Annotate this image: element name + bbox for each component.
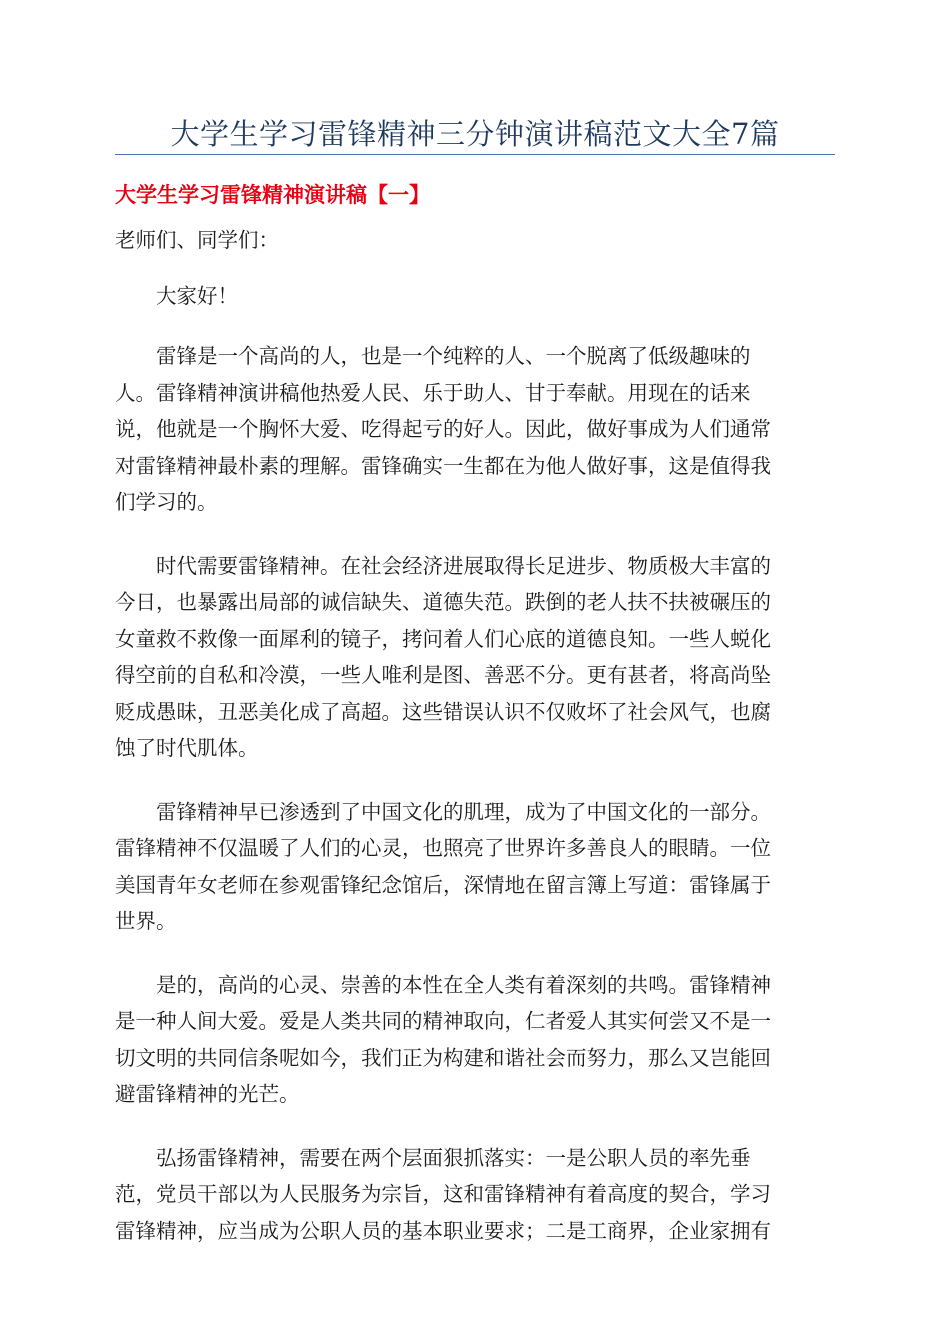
paragraph-1 xyxy=(115,338,835,521)
paragraph-line: 范，党员干部以为人民服务为宗旨，这和雷锋精神有着高度的契合，学习 xyxy=(115,1182,771,1206)
document-title: 大学生学习雷锋精神三分钟演讲稿范文大全7篇 xyxy=(170,117,780,151)
paragraph-line: 雷锋精神早已渗透到了中国文化的肌理，成为了中国文化的一部分。 xyxy=(156,799,771,824)
greeting: 大家好！ xyxy=(156,284,238,308)
paragraph-line: 弘扬雷锋精神，需要在两个层面狠抓落实：一是公职人员的率先垂 xyxy=(156,1145,751,1170)
section-heading: 大学生学习雷锋精神演讲稿【一】 xyxy=(115,183,430,207)
paragraph-line: 对雷锋精神最朴素的理解。雷锋确实一生都在为他人做好事，这是值得我 xyxy=(115,453,771,478)
paragraph-line: 说，他就是一个胸怀大爱、吃得起亏的好人。因此，做好事成为人们通常 xyxy=(115,417,771,441)
paragraph-line: 世界。 xyxy=(115,909,177,933)
paragraph-line: 雷锋是一个高尚的人，也是一个纯粹的人、一个脱离了低级趣味的 xyxy=(156,344,751,368)
paragraph-line: 时代需要雷锋精神。在社会经济进展取得长足进步、物质极大丰富的 xyxy=(156,553,771,578)
paragraph-line: 雷锋精神，应当成为公职人员的基本职业要求；二是工商界，企业家拥有 xyxy=(115,1218,771,1243)
paragraph-line: 人。雷锋精神演讲稿他热爱人民、乐于助人、甘于奉献。用现在的话来 xyxy=(115,380,751,405)
paragraph-line: 雷锋精神不仅温暖了人们的心灵，也照亮了世界许多善良人的眼睛。一位 xyxy=(115,836,771,860)
document-body xyxy=(115,222,835,1276)
title-underline xyxy=(115,154,835,155)
paragraph-line: 今日，也暴露出局部的诚信缺失、道德失范。跌倒的老人扶不扶被碾压的 xyxy=(115,590,771,614)
paragraph-line: 蚀了时代肌体。 xyxy=(115,736,259,760)
salutation: 老师们、同学们： xyxy=(115,228,279,252)
paragraph-2 xyxy=(115,548,835,767)
paragraph-line: 得空前的自私和冷漠，一些人唯利是图、善恶不分。更有甚者，将高尚坠 xyxy=(115,663,771,687)
paragraph-3 xyxy=(115,794,835,940)
paragraph-line: 女童救不救像一面犀利的镜子，拷问着人们心底的道德良知。一些人蜕化 xyxy=(115,626,771,651)
paragraph-line: 贬成愚昧，丑恶美化成了高超。这些错误认识不仅败坏了社会风气，也腐 xyxy=(115,699,771,724)
paragraph-line: 避雷锋精神的光芒。 xyxy=(115,1082,300,1106)
paragraph-line: 是一种人间大爱。爱是人类共同的精神取向，仁者爱人其实何尝又不是一 xyxy=(115,1009,771,1033)
paragraph-line: 是的，高尚的心灵、崇善的本性在全人类有着深刻的共鸣。雷锋精神 xyxy=(156,972,771,997)
paragraph-line: 切文明的共同信条呢如今，我们正为构建和谐社会而努力，那么又岂能回 xyxy=(115,1045,771,1070)
paragraph-line: 们学习的。 xyxy=(115,490,218,514)
paragraph-line: 美国青年女老师在参观雷锋纪念馆后，深情地在留言簿上写道：雷锋属于 xyxy=(115,872,771,897)
paragraph-5 xyxy=(115,1140,835,1250)
paragraph-4 xyxy=(115,967,835,1113)
